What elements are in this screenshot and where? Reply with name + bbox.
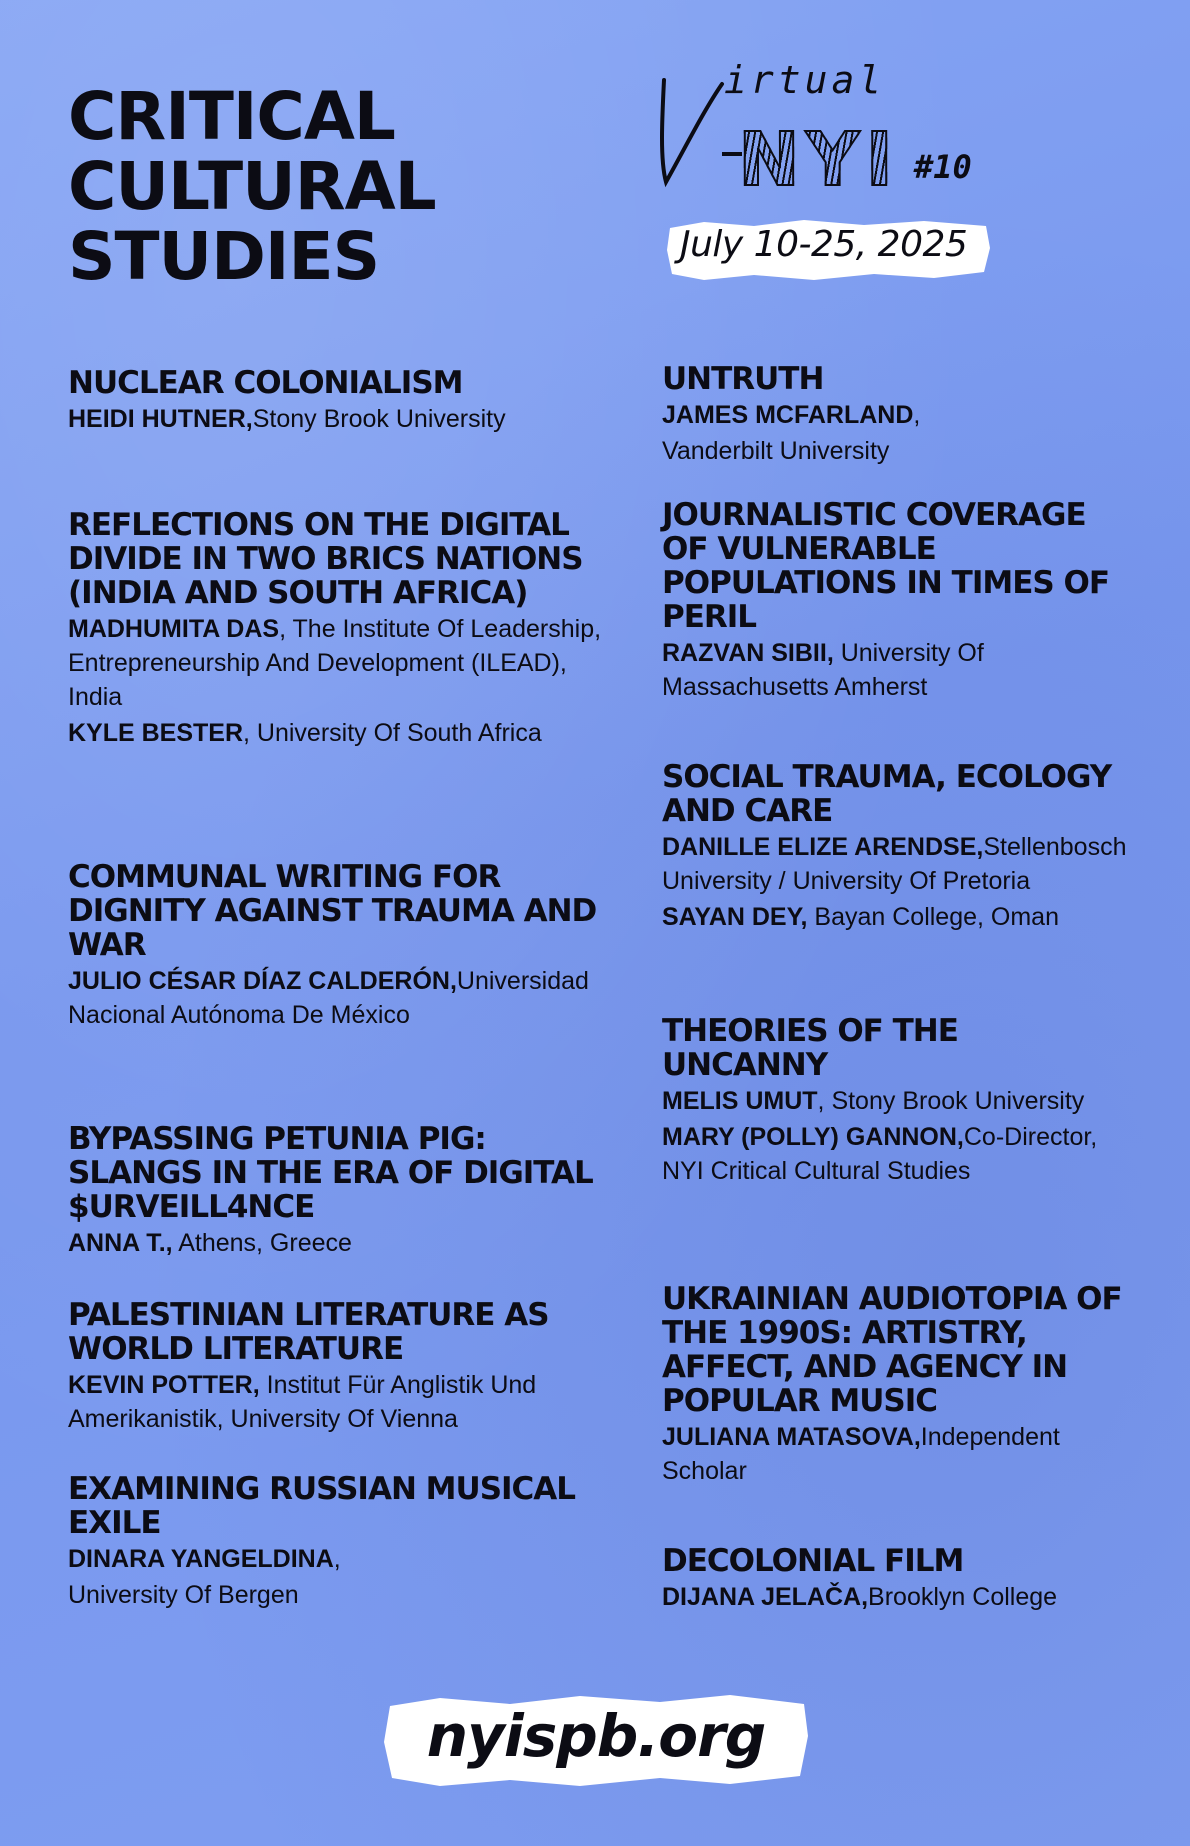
logo-virtual-text: irtual [724, 58, 886, 102]
event-dates: July 10-25, 2025 [680, 224, 968, 265]
speaker-line [68, 964, 628, 1032]
session-title: BYPASSING PETUNIA PIG: SLANGS IN THE ERA OF DIGITAL $URVEILL4NCE [68, 1121, 593, 1225]
session-title: REFLECTIONS ON THE DIGITAL DIVIDE IN TWO BRICS NATIONS (INDIA AND SOUTH AFRICA) [68, 507, 583, 611]
speaker-line [662, 398, 1132, 432]
session-title: JOURNALISTIC COVERAGE OF VULNERABLE POPULATIONS IN TIMES OF PERIL [662, 497, 1110, 635]
website-badge [380, 1692, 812, 1788]
speaker-affiliation: , The Institute Of Leadership, Entrepreneurship And Development (ILEAD), India [68, 615, 602, 711]
session-block [662, 1014, 1132, 1188]
speaker-affiliation: Universidad Nacional Autónoma De México [68, 967, 589, 1029]
speaker-line [68, 1226, 628, 1260]
speaker-affiliation: Stellenbosch University / University Of Pretoria [662, 833, 1127, 895]
speaker-name: JULIO CÉSAR DÍAZ CALDERÓN, [68, 967, 457, 995]
speaker-line [662, 1084, 1132, 1118]
speaker-affiliation: Athens, Greece [172, 1229, 352, 1257]
speaker-name: JULIANA MATASOVA, [662, 1423, 921, 1451]
speaker-name: HEIDI HUTNER, [68, 405, 253, 433]
speaker-affiliation: Stony Brook University [252, 405, 506, 433]
title-line-3: STUDIES [68, 218, 380, 295]
speaker-name: DINARA YANGELDINA [68, 1545, 334, 1573]
logo-edition: #10 [914, 148, 972, 186]
speaker-affiliation: Vanderbilt University [662, 437, 890, 465]
speaker-name: ANNA T., [68, 1229, 173, 1257]
speaker-line [662, 1580, 1132, 1614]
date-badge [664, 218, 994, 282]
session-block [662, 362, 1132, 468]
session-title: THEORIES OF THE UNCANNY [662, 1013, 958, 1083]
speaker-line [662, 1120, 1132, 1188]
speaker-name: JAMES MCFARLAND [662, 401, 914, 429]
speaker-name: MARY (POLLY) GANNON, [662, 1123, 964, 1151]
speaker-name: RAZVAN SIBII, [662, 639, 834, 667]
speaker-name: MADHUMITA DAS [68, 615, 280, 643]
speaker-affiliation: , University Of South Africa [243, 719, 542, 747]
speaker-affiliation: Institut Für Anglistik Und Amerikanistik, University Of Vienna [68, 1371, 537, 1433]
speaker-line [68, 402, 628, 436]
session-title: UNTRUTH [662, 361, 824, 397]
speaker-line [68, 1542, 628, 1576]
speaker-line [68, 1368, 628, 1436]
logo-nyi-text: NYI [738, 117, 900, 203]
speaker-affiliation: University Of Bergen [68, 1581, 299, 1609]
session-block [662, 1544, 1132, 1614]
speaker-line [662, 830, 1132, 898]
speaker-name: MELIS UMUT [662, 1087, 818, 1115]
session-block [662, 760, 1132, 934]
session-block [68, 1122, 628, 1260]
speaker-affiliation: Brooklyn College [868, 1583, 1058, 1611]
speaker-affiliation: , [913, 401, 921, 429]
speaker-name: KYLE BESTER [68, 719, 244, 747]
session-title: COMMUNAL WRITING FOR DIGNITY AGAINST TRAUMA AND WAR [68, 859, 597, 963]
session-title: DECOLONIAL FILM [662, 1543, 964, 1579]
title-line-1: CRITICAL [68, 78, 395, 155]
speaker-affiliation: , Stony Brook University [817, 1087, 1085, 1115]
page-title [68, 78, 436, 295]
speaker-affiliation: , [333, 1545, 341, 1573]
vnyi-logo [656, 50, 986, 203]
speaker-line [68, 1578, 628, 1612]
session-title: NUCLEAR COLONIALISM [68, 365, 463, 401]
session-title: SOCIAL TRAUMA, ECOLOGY AND CARE [662, 759, 1112, 829]
speaker-name: KEVIN POTTER, [68, 1371, 260, 1399]
speaker-line [662, 434, 1132, 468]
session-block [68, 860, 628, 1032]
speaker-line [68, 612, 628, 714]
session-block [68, 366, 628, 436]
speaker-name: DANILLE ELIZE ARENDSE, [662, 833, 984, 861]
speaker-line [68, 716, 628, 750]
speaker-affiliation: Bayan College, Oman [807, 903, 1059, 931]
v-letter-mark [656, 70, 726, 190]
session-title: EXAMINING RUSSIAN MUSICAL EXILE [68, 1471, 576, 1541]
website-link[interactable]: nyispb.org [426, 1702, 766, 1770]
session-block [662, 498, 1132, 704]
speaker-affiliation: Independent Scholar [662, 1423, 1060, 1485]
speaker-name: DIJANA JELAČA, [662, 1583, 869, 1611]
session-block [68, 1472, 628, 1612]
session-title: UKRAINIAN AUDIOTOPIA OF THE 1990S: ARTISTRY, AFFECT, AND AGENCY IN POPULAR MUSIC [662, 1281, 1122, 1419]
speaker-name: SAYAN DEY, [662, 903, 808, 931]
speaker-line [662, 1420, 1132, 1488]
session-title: PALESTINIAN LITERATURE AS WORLD LITERATURE [68, 1297, 549, 1367]
title-line-2: CULTURAL [68, 148, 436, 225]
speaker-line [662, 900, 1132, 934]
session-block [662, 1282, 1132, 1488]
speaker-affiliation: University Of Massachusetts Amherst [662, 639, 984, 701]
speaker-affiliation: Co-Director, NYI Critical Cultural Studies [662, 1123, 1098, 1185]
session-block [68, 508, 628, 750]
session-block [68, 1298, 628, 1436]
speaker-line [662, 636, 1132, 704]
